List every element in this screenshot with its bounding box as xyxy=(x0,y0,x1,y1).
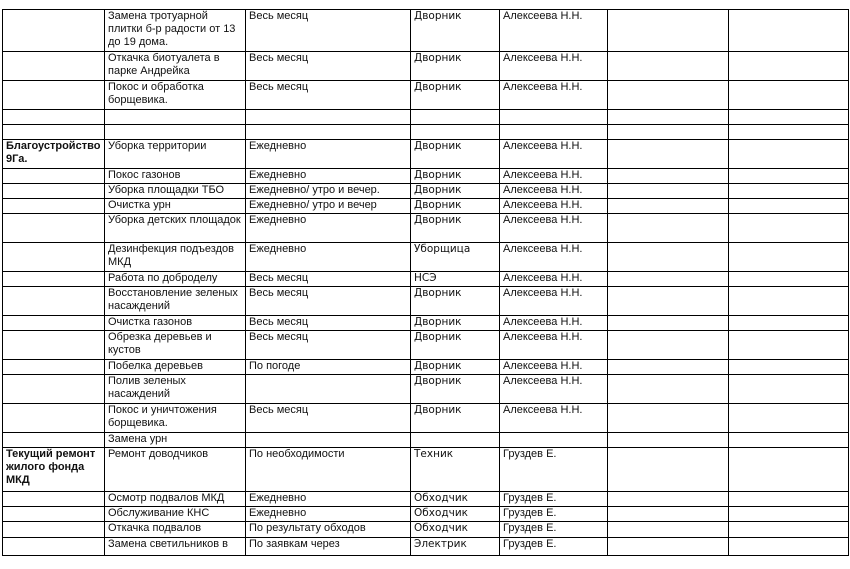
cell-period: Ежедневно xyxy=(246,243,411,272)
cell-cat xyxy=(3,331,105,360)
cell-cat xyxy=(3,81,105,110)
cell-role: Дворник xyxy=(411,184,500,199)
cell-task: Уборка территории xyxy=(105,140,246,169)
table-row xyxy=(3,404,849,433)
cell-cat xyxy=(3,507,105,522)
cell-cat: Благоустройство 9Га. xyxy=(3,140,105,169)
cell-cat: Текущий ремонт жилого фонда МКД xyxy=(3,448,105,492)
cell-role: Обходчик xyxy=(411,507,500,522)
cell-role: Электрик xyxy=(411,538,500,556)
cell-period: Ежедневно xyxy=(246,140,411,169)
cell-cat xyxy=(3,199,105,214)
table-row xyxy=(3,10,849,52)
cell-task: Уборка площадки ТБО xyxy=(105,184,246,199)
cell-cat xyxy=(3,375,105,404)
cell-person: Груздев Е. xyxy=(500,448,608,492)
table-row xyxy=(3,199,849,214)
cell-empty xyxy=(608,125,729,140)
table-row xyxy=(3,448,849,492)
cell-empty xyxy=(608,184,729,199)
cell-empty xyxy=(608,10,729,52)
cell-empty xyxy=(729,125,849,140)
cell-cat xyxy=(3,404,105,433)
cell-role: Дворник xyxy=(411,10,500,52)
cell-cat xyxy=(3,110,105,125)
cell-cat xyxy=(3,125,105,140)
cell-person: Алексеева Н.Н. xyxy=(500,404,608,433)
cell-person: Груздев Е. xyxy=(500,538,608,556)
table-row xyxy=(3,522,849,538)
cell-role: Дворник xyxy=(411,316,500,331)
cell-person xyxy=(500,433,608,448)
cell-person: Алексеева Н.Н. xyxy=(500,81,608,110)
cell-empty xyxy=(608,110,729,125)
cell-period: По заявкам через xyxy=(246,538,411,556)
cell-person: Груздев Е. xyxy=(500,522,608,538)
cell-cat xyxy=(3,360,105,375)
cell-empty xyxy=(608,360,729,375)
cell-empty xyxy=(608,214,729,243)
cell-cat xyxy=(3,52,105,81)
cell-cat xyxy=(3,316,105,331)
table-row xyxy=(3,433,849,448)
cell-empty xyxy=(729,169,849,184)
cell-empty xyxy=(608,331,729,360)
cell-period: По необходимости xyxy=(246,448,411,492)
cell-empty xyxy=(608,140,729,169)
cell-role: Дворник xyxy=(411,360,500,375)
cell-empty xyxy=(729,199,849,214)
table-row xyxy=(3,331,849,360)
table-row xyxy=(3,243,849,272)
cell-role: Дворник xyxy=(411,287,500,316)
cell-period: Весь месяц xyxy=(246,316,411,331)
cell-task: Замена тротуарной плитки б-р радости от 13 до 19 дома. xyxy=(105,10,246,52)
cell-role: Дворник xyxy=(411,140,500,169)
cell-empty xyxy=(729,184,849,199)
cell-task: Замена светильников в xyxy=(105,538,246,556)
cell-task: Восстановление зеленых насаждений xyxy=(105,287,246,316)
cell-person: Алексеева Н.Н. xyxy=(500,184,608,199)
cell-empty xyxy=(608,404,729,433)
cell-period: Ежедневно xyxy=(246,507,411,522)
cell-empty xyxy=(729,214,849,243)
cell-role: Техник xyxy=(411,448,500,492)
cell-empty xyxy=(729,538,849,556)
cell-task: Обслуживание КНС xyxy=(105,507,246,522)
cell-task: Ремонт доводчиков xyxy=(105,448,246,492)
cell-role xyxy=(411,433,500,448)
cell-cat xyxy=(3,433,105,448)
cell-role: Дворник xyxy=(411,331,500,360)
table-row xyxy=(3,507,849,522)
cell-person: Алексеева Н.Н. xyxy=(500,360,608,375)
cell-empty xyxy=(729,360,849,375)
table-row xyxy=(3,214,849,243)
cell-role: Дворник xyxy=(411,375,500,404)
cell-cat xyxy=(3,272,105,287)
cell-task: Откачка подвалов xyxy=(105,522,246,538)
cell-cat xyxy=(3,287,105,316)
cell-empty xyxy=(608,243,729,272)
cell-empty xyxy=(729,404,849,433)
cell-role: Обходчик xyxy=(411,492,500,507)
cell-empty xyxy=(729,316,849,331)
cell-role: Обходчик xyxy=(411,522,500,538)
cell-person: Алексеева Н.Н. xyxy=(500,316,608,331)
cell-task xyxy=(105,110,246,125)
cell-empty xyxy=(729,507,849,522)
cell-empty xyxy=(608,448,729,492)
table-row xyxy=(3,538,849,556)
cell-empty xyxy=(729,110,849,125)
cell-period: Ежедневно/ утро и вечер. xyxy=(246,184,411,199)
cell-empty xyxy=(729,522,849,538)
cell-empty xyxy=(608,433,729,448)
table-row xyxy=(3,81,849,110)
cell-role: Дворник xyxy=(411,81,500,110)
cell-period: Весь месяц xyxy=(246,272,411,287)
cell-period xyxy=(246,110,411,125)
cell-task: Очистка урн xyxy=(105,199,246,214)
cell-empty xyxy=(729,331,849,360)
cell-empty xyxy=(729,52,849,81)
cell-empty xyxy=(729,375,849,404)
cell-empty xyxy=(608,52,729,81)
table-row xyxy=(3,140,849,169)
cell-role xyxy=(411,110,500,125)
table-row xyxy=(3,492,849,507)
cell-role: Уборщица xyxy=(411,243,500,272)
cell-task: Покос и обработка борщевика. xyxy=(105,81,246,110)
cell-period: Весь месяц xyxy=(246,81,411,110)
cell-period: Ежедневно xyxy=(246,169,411,184)
table-row xyxy=(3,287,849,316)
cell-person: Алексеева Н.Н. xyxy=(500,214,608,243)
cell-period: По погоде xyxy=(246,360,411,375)
cell-role: Дворник xyxy=(411,199,500,214)
cell-person: Алексеева Н.Н. xyxy=(500,243,608,272)
cell-role: Дворник xyxy=(411,52,500,81)
work-schedule-table xyxy=(2,9,849,556)
cell-period: Ежедневно xyxy=(246,214,411,243)
cell-person: Алексеева Н.Н. xyxy=(500,52,608,81)
cell-cat xyxy=(3,184,105,199)
cell-cat xyxy=(3,10,105,52)
cell-person: Алексеева Н.Н. xyxy=(500,199,608,214)
cell-task: Очистка газонов xyxy=(105,316,246,331)
cell-period: Ежедневно xyxy=(246,492,411,507)
cell-empty xyxy=(729,287,849,316)
table-row xyxy=(3,52,849,81)
cell-empty xyxy=(729,272,849,287)
cell-period: По результату обходов xyxy=(246,522,411,538)
cell-period: Весь месяц xyxy=(246,52,411,81)
cell-task: Побелка деревьев xyxy=(105,360,246,375)
cell-empty xyxy=(608,492,729,507)
cell-task: Дезинфекция подъездов МКД xyxy=(105,243,246,272)
cell-task: Осмотр подвалов МКД xyxy=(105,492,246,507)
cell-person: Алексеева Н.Н. xyxy=(500,331,608,360)
cell-period xyxy=(246,433,411,448)
cell-empty xyxy=(608,538,729,556)
cell-empty xyxy=(608,81,729,110)
cell-empty xyxy=(608,316,729,331)
cell-role: НСЭ xyxy=(411,272,500,287)
cell-person: Алексеева Н.Н. xyxy=(500,10,608,52)
cell-task: Полив зеленых насаждений xyxy=(105,375,246,404)
table-row xyxy=(3,316,849,331)
cell-empty xyxy=(729,448,849,492)
table-row xyxy=(3,169,849,184)
cell-person xyxy=(500,110,608,125)
cell-empty xyxy=(608,522,729,538)
table-row xyxy=(3,375,849,404)
table-row xyxy=(3,272,849,287)
cell-task: Откачка биотуалета в парке Андрейка xyxy=(105,52,246,81)
cell-task: Обрезка деревьев и кустов xyxy=(105,331,246,360)
cell-role: Дворник xyxy=(411,169,500,184)
cell-period xyxy=(246,125,411,140)
cell-empty xyxy=(729,81,849,110)
cell-person xyxy=(500,125,608,140)
cell-person: Алексеева Н.Н. xyxy=(500,287,608,316)
cell-empty xyxy=(608,169,729,184)
table-row xyxy=(3,360,849,375)
cell-task xyxy=(105,125,246,140)
cell-empty xyxy=(729,492,849,507)
cell-task: Работа по доброделу xyxy=(105,272,246,287)
cell-role: Дворник xyxy=(411,214,500,243)
cell-role: Дворник xyxy=(411,404,500,433)
cell-task: Покос газонов xyxy=(105,169,246,184)
cell-task: Уборка детских площадок xyxy=(105,214,246,243)
cell-person: Алексеева Н.Н. xyxy=(500,375,608,404)
cell-cat xyxy=(3,538,105,556)
cell-person: Алексеева Н.Н. xyxy=(500,169,608,184)
cell-empty xyxy=(608,287,729,316)
cell-empty xyxy=(729,10,849,52)
cell-person: Груздев Е. xyxy=(500,507,608,522)
cell-period: Ежедневно/ утро и вечер xyxy=(246,199,411,214)
cell-task: Покос и уничтожения борщевика. xyxy=(105,404,246,433)
cell-period xyxy=(246,375,411,404)
cell-empty xyxy=(729,243,849,272)
cell-empty xyxy=(729,433,849,448)
table-row xyxy=(3,184,849,199)
cell-empty xyxy=(608,507,729,522)
cell-period: Весь месяц xyxy=(246,404,411,433)
cell-cat xyxy=(3,522,105,538)
cell-cat xyxy=(3,169,105,184)
cell-person: Алексеева Н.Н. xyxy=(500,272,608,287)
cell-cat xyxy=(3,243,105,272)
cell-empty xyxy=(608,375,729,404)
cell-empty xyxy=(608,272,729,287)
table-row xyxy=(3,125,849,140)
cell-person: Алексеева Н.Н. xyxy=(500,140,608,169)
cell-cat xyxy=(3,492,105,507)
cell-empty xyxy=(729,140,849,169)
cell-person: Груздев Е. xyxy=(500,492,608,507)
cell-period: Весь месяц xyxy=(246,10,411,52)
cell-period: Весь месяц xyxy=(246,287,411,316)
cell-period: Весь месяц xyxy=(246,331,411,360)
cell-cat xyxy=(3,214,105,243)
schedule-rows xyxy=(3,10,849,556)
cell-task: Замена урн xyxy=(105,433,246,448)
cell-role xyxy=(411,125,500,140)
cell-empty xyxy=(608,199,729,214)
table-row xyxy=(3,110,849,125)
